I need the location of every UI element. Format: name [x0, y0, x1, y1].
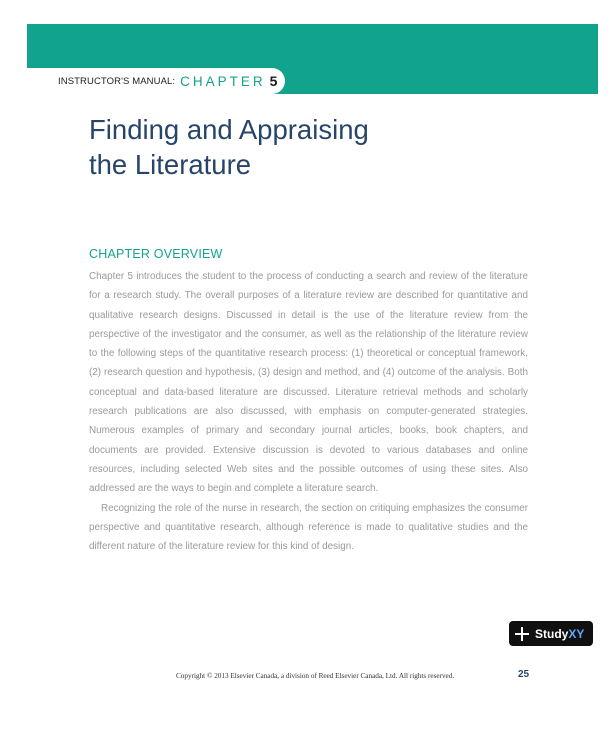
overview-paragraph-1: Chapter 5 introduces the student to the process of conducting a search and review of the literature for a research study. The overall purposes of a literature review are described for quantitative and qualitative research designs. Discussed in detail is the use of the literature review from the perspective of the investigator and the consumer, as well as the relationship of the literature review to the following steps of the quantitative research process: (1) theoretical or conceptual framework, (2) research question and hypothesis, (3) design and method, and (4) outcome of the analysis. Both conceptual and data-based literature are discussed. Literature retrieval methods and scholarly research publications are also discussed, with emphasis on computer-generated strategies. Numerous examples of primary and secondary journal articles, books, book chapters, and documents are provided. Extensive discussion is devoted to various databases and online resources, including selected Web sites and the possible outcomes of using these sites. Also addressed are the ways to begin and complete a literature search. [89, 271, 528, 495]
overview-body [89, 267, 528, 556]
brand-main: Study [535, 626, 569, 641]
manual-label: INSTRUCTOR'S MANUAL: [58, 75, 176, 87]
studyxy-logo-text [535, 627, 584, 641]
chapter-word: CHAPTER [180, 73, 266, 89]
section-heading: CHAPTER OVERVIEW [89, 247, 223, 261]
page-title [89, 112, 509, 182]
title-line-1: Finding and Appraising [89, 114, 369, 145]
title-line-2: the Literature [89, 149, 252, 180]
studyxy-badge[interactable] [509, 621, 593, 646]
copyright-notice: Copyright © 2013 Elsevier Canada, a division of Reed Elsevier Canada, Ltd. All rights reserved. [176, 672, 455, 680]
chapter-tab [27, 68, 285, 94]
plus-icon [515, 627, 529, 641]
chapter-number: 5 [269, 73, 278, 89]
page-number: 25 [518, 669, 530, 680]
brand-accent: XY [568, 626, 585, 641]
overview-paragraph-2: Recognizing the role of the nurse in research, the section on critiquing emphasizes the consumer perspective and quantitative research, although reference is made to qualitative studies and the different nature of the literature review for this kind of design. [89, 502, 528, 553]
